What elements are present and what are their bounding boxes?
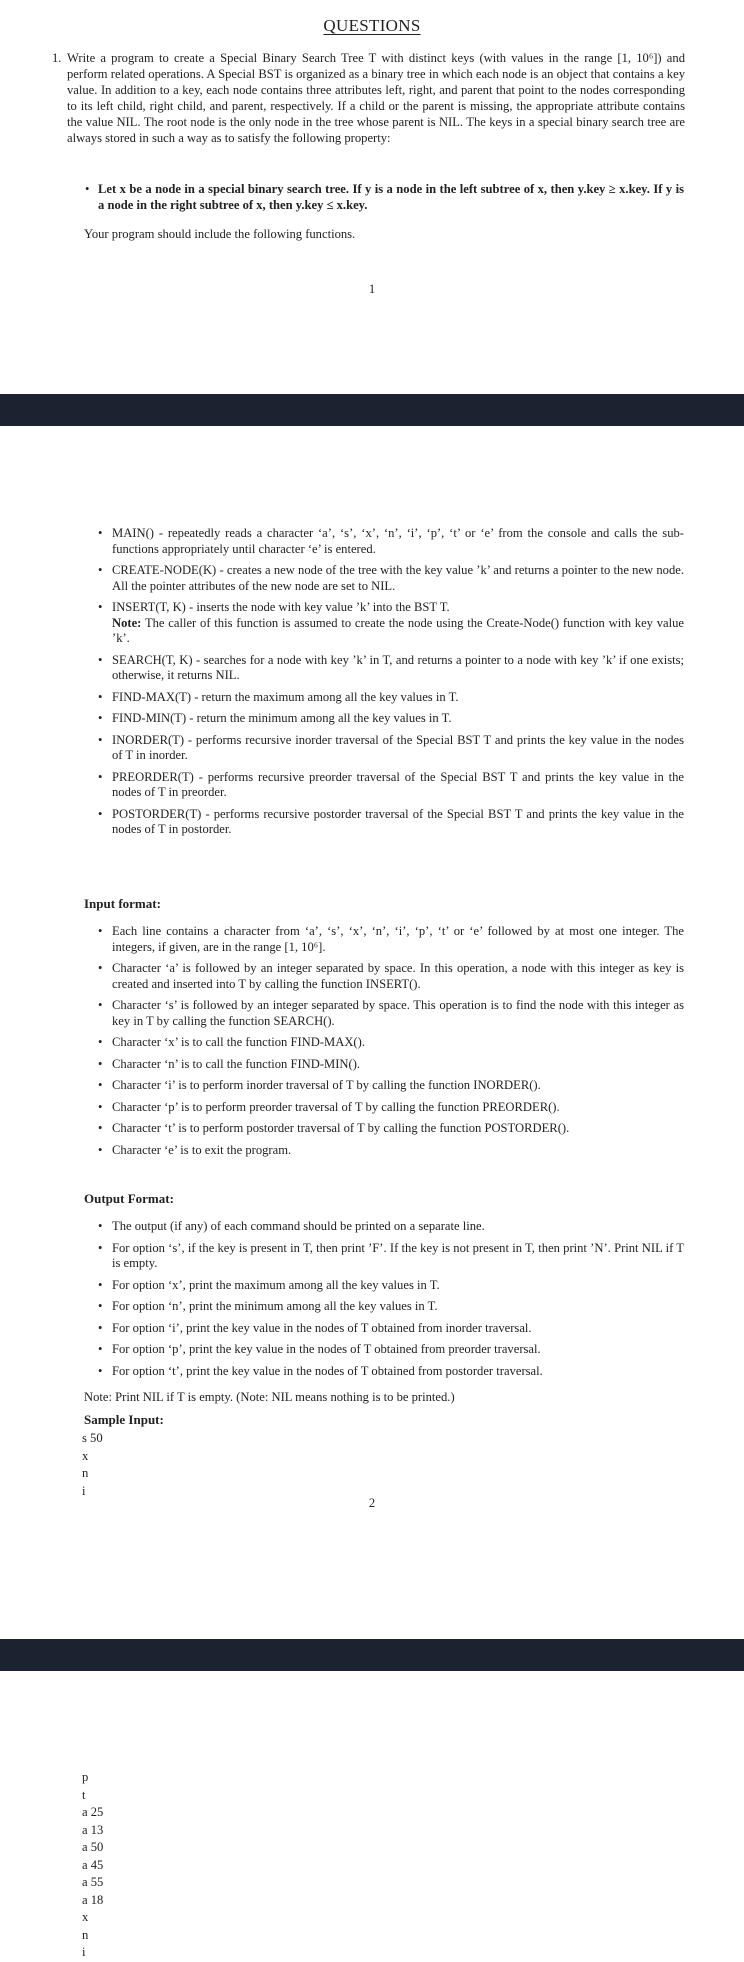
question-paragraph [52, 50, 685, 146]
page-number: 1 [368, 282, 376, 296]
sample-input-continued [82, 1769, 744, 1962]
functions-intro: Your program should include the following functions. [84, 227, 356, 241]
list-item: • For option ‘s’, if the key is present in T, then print ’F’. If the key is not present in T, then print ’N’. Print NIL if T is empty. [98, 1241, 684, 1272]
function-postorder: • POSTORDER(T) - performs recursive postorder traversal of the Special BST T and prints the key value in the nodes of T in postorder. [98, 807, 684, 838]
function-find-max: • FIND-MAX(T) - return the maximum among all the key values in T. [98, 690, 684, 706]
page-2 [0, 426, 744, 1639]
list-item: • For option ‘p’, print the key value in the nodes of T obtained from preorder traversal. [98, 1342, 684, 1358]
list-item: • Character ‘p’ is to perform preorder traversal of T by calling the function PREORDER(). [98, 1100, 684, 1116]
page-title: QUESTIONS [323, 16, 421, 35]
sample-line: x [82, 1910, 89, 1924]
function-main: • MAIN() - repeatedly reads a character ‘a’, ‘s’, ‘x’, ‘n’, ‘i’, ‘p’, ‘t’ or ‘e’ from the console and calls the sub-functions appropriately until character ‘e’ is entered. [98, 526, 684, 557]
list-item: • Character ‘i’ is to perform inorder traversal of T by calling the function INORDER(). [98, 1078, 684, 1094]
question-text: Write a program to create a Special Binary Search Tree T with distinct keys (with values in the range [1, 10⁶]) and perform related operations. A Special BST is organized as a binary tree in which each node is an object that contains a key value. In addition to a key, each node contains three attributes left, right, and parent that point to the nodes corresponding to its left child, right child, and parent, respectively. If a child or the parent is missing, the appropriate attribute contains the value NIL. The root node is the only node in the tree whose parent is NIL. The keys in a special binary search tree are always stored in such a way as to satisfy the following property: [67, 51, 685, 145]
list-item: • For option ‘n’, print the minimum among all the key values in T. [98, 1299, 684, 1315]
sample-line: a 45 [82, 1857, 104, 1872]
function-insert: • INSERT(T, K) - inserts the node with key value ’k’ into the BST T. Note: The caller of this function is assumed to create the node using the Create-Node() function with key value ’k’. [98, 600, 684, 647]
list-item: • For option ‘t’, print the key value in the nodes of T obtained from postorder traversal. [98, 1364, 684, 1380]
page-separator [0, 394, 744, 426]
list-item: • For option ‘x’, print the maximum among all the key values in T. [98, 1278, 684, 1294]
list-item: • Character ‘t’ is to perform postorder traversal of T by calling the function POSTORDER(). [98, 1121, 684, 1137]
sample-line: p [82, 1770, 89, 1784]
bullet: • [85, 182, 90, 196]
sample-line: n [82, 1466, 89, 1480]
sample-line: n [82, 1927, 89, 1942]
insert-note-text: The caller of this function is assumed to create the node using the Create-Node() function with key value ’k’. [112, 615, 685, 645]
input-format-list [98, 924, 684, 1158]
output-format-list [98, 1219, 684, 1379]
function-preorder: • PREORDER(T) - performs recursive preorder traversal of the Special BST T and prints the key value in the nodes of T in preorder. [98, 770, 684, 801]
function-search: • SEARCH(T, K) - searches for a node with key ’k’ in T, and returns a pointer to a node with key ’k’ if one exists; otherwise, it returns NIL. [98, 653, 684, 684]
functions-list [98, 526, 684, 838]
list-item: • Character ‘n’ is to call the function FIND-MIN(). [98, 1057, 684, 1073]
sample-line: x [82, 1448, 89, 1463]
output-format-heading: Output Format: [84, 1191, 174, 1206]
sample-line: a 18 [82, 1892, 104, 1907]
sample-line: a 25 [82, 1805, 104, 1819]
page-3 [0, 1671, 744, 1958]
property-text: Let x be a node in a special binary search tree. If y is a node in the left subtree of x, then y.key ≥ x.key. If y is a node in the right subtree of x, then y.key ≤ x.key. [98, 182, 684, 212]
question-number: 1. [52, 51, 62, 65]
page-separator [0, 1639, 744, 1671]
page-number: 2 [368, 1496, 376, 1510]
list-item: • Character ‘x’ is to call the function FIND-MAX(). [98, 1035, 684, 1051]
function-create-node: • CREATE-NODE(K) - creates a new node of the tree with the key value ’k’ and returns a pointer to the new node. All the pointer attributes of the new node are set to NIL. [98, 563, 684, 594]
sample-line: a 55 [82, 1875, 104, 1889]
sample-line: a 50 [82, 1840, 104, 1854]
page-1 [0, 0, 744, 394]
sample-input-block [82, 1430, 744, 1500]
sample-input-heading: Sample Input: [84, 1412, 164, 1427]
list-item: • Each line contains a character from ‘a’, ‘s’, ‘x’, ‘n’, ‘i’, ‘p’, ‘t’ or ‘e’ followed by at most one integer. The integers, if given, are in the range [1, 10⁶]. [98, 924, 684, 955]
sample-line: a 13 [82, 1822, 104, 1837]
list-item: • The output (if any) of each command should be printed on a separate line. [98, 1219, 684, 1235]
function-inorder: • INORDER(T) - performs recursive inorder traversal of the Special BST T and prints the key value in the nodes of T in inorder. [98, 733, 684, 764]
final-note: Note: Print NIL if T is empty. (Note: NIL means nothing is to be printed.) [84, 1390, 455, 1404]
insert-note-label: Note: [112, 615, 142, 630]
list-item: • Character ‘s’ is followed by an integer separated by space. This operation is to find the node with this integer as key in T by calling the function SEARCH(). [98, 998, 684, 1029]
list-item: • Character ‘a’ is followed by an integer separated by space. In this operation, a node with this integer as key is created and inserted into T by calling the function INSERT(). [98, 961, 684, 992]
sample-line: s 50 [82, 1431, 103, 1445]
sample-line: i [82, 1945, 86, 1959]
sample-line: t [82, 1787, 86, 1802]
function-find-min: • FIND-MIN(T) - return the minimum among all the key values in T. [98, 711, 684, 727]
input-format-heading: Input format: [84, 896, 161, 911]
list-item: • For option ‘i’, print the key value in the nodes of T obtained from inorder traversal. [98, 1321, 684, 1337]
bst-property [85, 181, 684, 213]
list-item: • Character ‘e’ is to exit the program. [98, 1143, 684, 1159]
sample-line: i [82, 1483, 86, 1498]
